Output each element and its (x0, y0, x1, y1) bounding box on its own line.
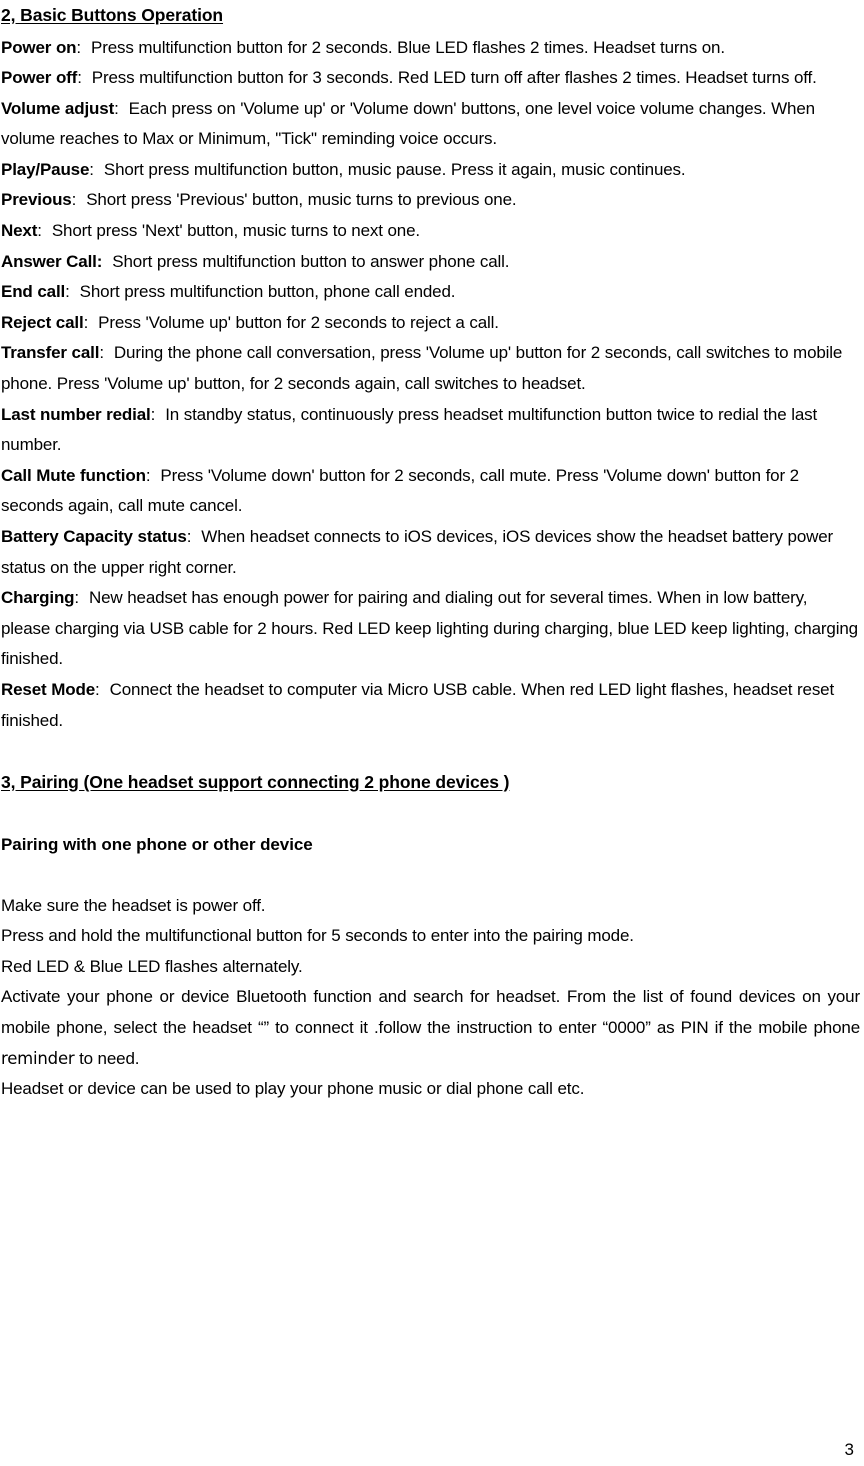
entry-reject-call (1, 308, 860, 339)
entry-transfer-call (1, 338, 860, 399)
document-body (1, 0, 860, 1105)
entry-text-transfer-call: During the phone call conversation, press 'Volume up' button for 2 seconds, call switches to mobile phone. Press 'Volume up' button, for 2 seconds again, call switches to headset. (1, 343, 843, 394)
entry-text-answer-call: Short press multifunction button to answer phone call. (112, 251, 510, 271)
entry-separator: : (89, 159, 94, 179)
entry-text-end-call: Short press multifunction button, phone call ended. (79, 282, 456, 302)
entry-term-play-pause: Play/Pause (1, 159, 90, 179)
entry-term-power-off: Power off (1, 68, 78, 88)
entry-separator: : (65, 282, 70, 302)
entry-text-reject-call: Press 'Volume up' button for 2 seconds to reject a call. (98, 312, 499, 332)
entry-play-pause (1, 155, 860, 186)
entry-separator: : (186, 527, 192, 546)
pairing-step-4-odd-word: reminder (1, 1048, 75, 1068)
entry-term-answer-call: Answer Call: (1, 251, 103, 271)
entry-text-previous: Short press 'Previous' button, music turns to previous one. (86, 190, 517, 210)
entry-previous (1, 185, 860, 216)
entry-separator: : (150, 404, 156, 424)
pairing-step-5: Headset or device can be used to play your phone music or dial phone call etc. (1, 1079, 585, 1099)
entry-term-end-call: End call (1, 282, 66, 302)
entry-last-number-redial (1, 400, 860, 461)
entry-term-battery-capacity-status: Battery Capacity status (1, 527, 187, 546)
pairing-step-2: Press and hold the multifunctional button for 5 seconds to enter into the pairing mode. (1, 926, 634, 946)
entry-next (1, 216, 860, 247)
entry-text-battery-capacity-status: When headset connects to iOS devices, iOS devices show the headset battery power status on the upper right corner. (1, 527, 834, 577)
pairing-step-1: Make sure the headset is power off. (1, 895, 266, 915)
pairing-step-4 (1, 982, 860, 1074)
entry-term-last-number-redial: Last number redial (1, 404, 151, 424)
page-number: 3 (844, 1440, 854, 1459)
subheading-gap (1, 860, 860, 891)
entry-text-power-on: Press multifunction button for 2 seconds. Blue LED flashes 2 times. Headset turns on. (91, 37, 725, 57)
entry-text-power-off: Press multifunction button for 3 seconds. Red LED turn off after flashes 2 times. Headset turns off. (91, 68, 817, 88)
entry-term-volume-adjust: Volume adjust (1, 98, 115, 118)
entry-separator: : (83, 312, 89, 332)
entry-text-next: Short press 'Next' button, music turns to next one. (51, 221, 420, 241)
entry-charging (1, 583, 860, 675)
entry-separator: : (145, 465, 151, 485)
entry-separator: : (77, 68, 82, 88)
pairing-step-4-part1: Activate your phone or device Bluetooth function and search for headset. From the list of found devices on your mobile phone, select the headset “” to connect it .follow the instruction to enter “0000” as PIN if the mobile phone (1, 987, 860, 1038)
entry-separator: : (76, 37, 81, 57)
section-3-heading-row (1, 767, 860, 800)
entry-term-power-on: Power on (1, 37, 77, 57)
entry-separator: : (74, 588, 79, 608)
entry-separator: : (95, 679, 100, 699)
entry-text-play-pause: Short press multifunction button, music pause. Press it again, music continues. (103, 159, 686, 179)
entry-call-mute-function (1, 461, 860, 522)
entry-text-reset-mode: Connect the headset to computer via Micro USB cable. When red LED light flashes, headset reset finished. (1, 679, 835, 730)
pairing-step-3: Red LED & Blue LED flashes alternately. (1, 956, 303, 976)
entry-separator: : (71, 190, 77, 210)
section-heading-basic-buttons-operation: 2, Basic Buttons Operation (1, 5, 224, 25)
entry-term-transfer-call: Transfer call (1, 343, 100, 363)
entry-term-previous: Previous (1, 190, 72, 210)
entry-power-on (1, 33, 860, 64)
entry-battery-capacity-status (1, 522, 860, 583)
pairing-step-4-part2: to need. (74, 1048, 140, 1068)
heading-gap (1, 799, 860, 830)
entry-reset-mode (1, 675, 860, 736)
entry-text-last-number-redial: In standby status, continuously press headset multifunction button twice to redial the last number. (1, 404, 818, 455)
entry-separator: : (114, 98, 119, 118)
entry-power-off (1, 63, 860, 94)
section-gap (1, 736, 860, 767)
entry-separator: : (37, 221, 42, 241)
entry-text-call-mute-function: Press 'Volume down' button for 2 seconds, call mute. Press 'Volume down' button for 2 seconds again, call mute cancel. (1, 465, 799, 516)
entry-answer-call (1, 247, 860, 278)
entry-separator: : (99, 343, 104, 363)
entry-text-volume-adjust: Each press on 'Volume up' or 'Volume down' buttons, one level voice volume changes. When volume reaches to Max or Minimum, "Tick" reminding voice occurs. (1, 98, 815, 149)
entry-term-reset-mode: Reset Mode (1, 679, 96, 699)
entry-term-reject-call: Reject call (1, 312, 84, 332)
section-2-heading-row (1, 0, 860, 33)
entry-term-charging: Charging (1, 588, 75, 608)
section-heading-pairing: 3, Pairing (One headset support connecting 2 phone devices ) (1, 771, 510, 792)
subheading-pairing-with-one-phone: Pairing with one phone or other device (1, 834, 313, 854)
entry-term-call-mute-function: Call Mute function (1, 465, 146, 485)
entry-term-next: Next (1, 221, 38, 241)
entry-text-charging: New headset has enough power for pairing and dialing out for several times. When in low battery, please charging via USB cable for 2 hours. Red LED keep lighting during charging, blue LED keep lighting, charging finished. (1, 588, 858, 669)
entry-volume-adjust (1, 94, 860, 155)
entry-end-call (1, 277, 860, 308)
